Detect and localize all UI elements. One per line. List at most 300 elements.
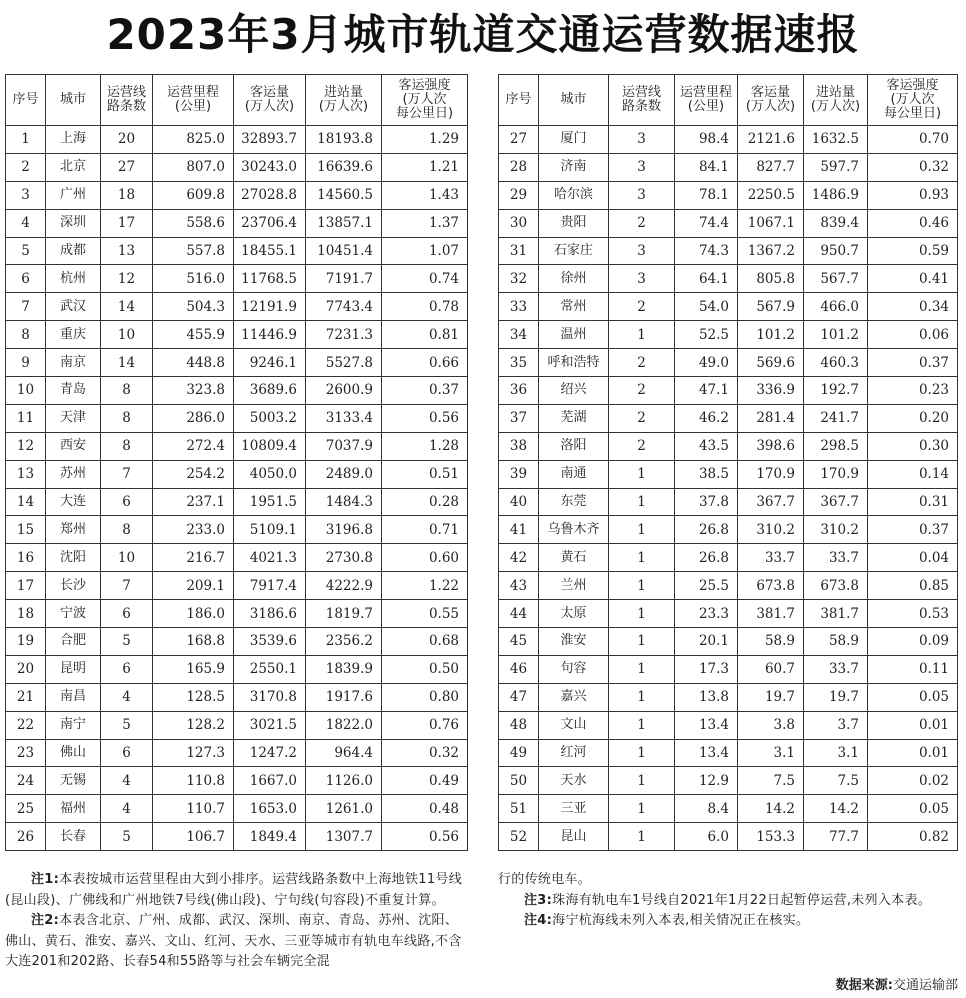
cell-entries: 3196.8 [306, 516, 382, 544]
cell-city: 淮安 [539, 628, 609, 656]
cell-city: 济南 [539, 153, 609, 181]
cell-intensity: 0.32 [382, 739, 468, 767]
cell-line-count: 2 [609, 377, 675, 405]
cell-city: 天水 [539, 767, 609, 795]
cell-line-count: 8 [101, 516, 153, 544]
cell-city: 南京 [46, 349, 101, 377]
cell-index: 6 [6, 265, 46, 293]
cell-index: 20 [6, 655, 46, 683]
cell-index: 36 [499, 377, 539, 405]
table-row [6, 460, 468, 488]
cell-index: 13 [6, 460, 46, 488]
cell-mileage: 110.7 [153, 795, 234, 823]
cell-mileage: 165.9 [153, 655, 234, 683]
table-row [6, 823, 468, 851]
cell-index: 49 [499, 739, 539, 767]
notes-right [498, 870, 960, 932]
cell-intensity: 0.05 [868, 683, 958, 711]
cell-ridership: 310.2 [738, 516, 804, 544]
cell-intensity: 0.51 [382, 460, 468, 488]
cell-ridership: 1247.2 [234, 739, 306, 767]
cell-city: 成都 [46, 237, 101, 265]
cell-entries: 673.8 [804, 572, 868, 600]
cell-ridership: 10809.4 [234, 432, 306, 460]
table-row [6, 655, 468, 683]
cell-entries: 16639.6 [306, 153, 382, 181]
cell-line-count: 1 [609, 655, 675, 683]
cell-entries: 101.2 [804, 321, 868, 349]
cell-index: 28 [499, 153, 539, 181]
cell-city: 哈尔滨 [539, 181, 609, 209]
table-row [499, 655, 958, 683]
table-row [6, 265, 468, 293]
header-line-count: 运营线 路条数 [609, 75, 675, 126]
cell-city: 芜湖 [539, 404, 609, 432]
cell-city: 宁波 [46, 600, 101, 628]
cell-index: 2 [6, 153, 46, 181]
cell-index: 27 [499, 126, 539, 154]
cell-ridership: 23706.4 [234, 209, 306, 237]
cell-entries: 1126.0 [306, 767, 382, 795]
cell-intensity: 0.37 [868, 349, 958, 377]
cell-index: 33 [499, 293, 539, 321]
cell-ridership: 1667.0 [234, 767, 306, 795]
table-row [499, 739, 958, 767]
cell-mileage: 74.3 [675, 237, 738, 265]
cell-mileage: 38.5 [675, 460, 738, 488]
cell-line-count: 5 [101, 711, 153, 739]
header-ridership: 客运量 (万人次) [738, 75, 804, 126]
cell-intensity: 0.28 [382, 488, 468, 516]
cell-index: 51 [499, 795, 539, 823]
cell-ridership: 60.7 [738, 655, 804, 683]
header-mileage: 运营里程 (公里) [675, 75, 738, 126]
cell-intensity: 1.29 [382, 126, 468, 154]
cell-intensity: 0.78 [382, 293, 468, 321]
cell-city: 兰州 [539, 572, 609, 600]
cell-city: 石家庄 [539, 237, 609, 265]
note-1-label: 注1: [31, 872, 60, 887]
cell-intensity: 1.21 [382, 153, 468, 181]
cell-ridership: 27028.8 [234, 181, 306, 209]
note-3-label: 注3: [524, 892, 553, 908]
header-intensity: 客运强度 (万人次 每公里日) [868, 75, 958, 126]
cell-mileage: 64.1 [675, 265, 738, 293]
cell-mileage: 504.3 [153, 293, 234, 321]
cell-intensity: 0.81 [382, 321, 468, 349]
cell-ridership: 7.5 [738, 767, 804, 795]
cell-line-count: 1 [609, 488, 675, 516]
cell-entries: 597.7 [804, 153, 868, 181]
cell-mileage: 12.9 [675, 767, 738, 795]
cell-index: 8 [6, 321, 46, 349]
cell-mileage: 127.3 [153, 739, 234, 767]
cell-intensity: 0.20 [868, 404, 958, 432]
cell-line-count: 4 [101, 795, 153, 823]
cell-index: 47 [499, 683, 539, 711]
cell-entries: 7231.3 [306, 321, 382, 349]
cell-entries: 2489.0 [306, 460, 382, 488]
cell-intensity: 0.66 [382, 349, 468, 377]
note-1 [5, 870, 467, 911]
cell-intensity: 0.11 [868, 655, 958, 683]
cell-line-count: 20 [101, 126, 153, 154]
cell-intensity: 0.41 [868, 265, 958, 293]
cell-ridership: 673.8 [738, 572, 804, 600]
cell-entries: 1261.0 [306, 795, 382, 823]
cell-line-count: 17 [101, 209, 153, 237]
table-body-left [6, 126, 468, 851]
cell-ridership: 567.9 [738, 293, 804, 321]
cell-index: 46 [499, 655, 539, 683]
cell-line-count: 1 [609, 600, 675, 628]
cell-city: 重庆 [46, 321, 101, 349]
table-row [6, 628, 468, 656]
table-row [499, 460, 958, 488]
cell-index: 50 [499, 767, 539, 795]
cell-ridership: 3.1 [738, 739, 804, 767]
cell-line-count: 1 [609, 321, 675, 349]
cell-index: 18 [6, 600, 46, 628]
cell-ridership: 5003.2 [234, 404, 306, 432]
cell-ridership: 381.7 [738, 600, 804, 628]
cell-index: 35 [499, 349, 539, 377]
cell-index: 19 [6, 628, 46, 656]
cell-intensity: 0.82 [868, 823, 958, 851]
cell-line-count: 2 [609, 404, 675, 432]
table-row [499, 572, 958, 600]
cell-ridership: 18455.1 [234, 237, 306, 265]
header-index: 序号 [6, 75, 46, 126]
table-row [499, 823, 958, 851]
cell-entries: 1484.3 [306, 488, 382, 516]
cell-line-count: 1 [609, 572, 675, 600]
cell-line-count: 1 [609, 628, 675, 656]
cell-mileage: 13.4 [675, 711, 738, 739]
cell-ridership: 32893.7 [234, 126, 306, 154]
cell-line-count: 27 [101, 153, 153, 181]
cell-entries: 19.7 [804, 683, 868, 711]
cell-entries: 1839.9 [306, 655, 382, 683]
cell-mileage: 323.8 [153, 377, 234, 405]
cell-intensity: 0.68 [382, 628, 468, 656]
cell-mileage: 6.0 [675, 823, 738, 851]
cell-city: 常州 [539, 293, 609, 321]
cell-line-count: 10 [101, 544, 153, 572]
cell-mileage: 13.8 [675, 683, 738, 711]
table-row [499, 126, 958, 154]
cell-ridership: 3021.5 [234, 711, 306, 739]
cell-mileage: 17.3 [675, 655, 738, 683]
cell-entries: 1486.9 [804, 181, 868, 209]
header-mileage: 运营里程 (公里) [153, 75, 234, 126]
cell-index: 26 [6, 823, 46, 851]
cell-city: 句容 [539, 655, 609, 683]
table-row [6, 432, 468, 460]
table-row [499, 767, 958, 795]
cell-line-count: 13 [101, 237, 153, 265]
cell-line-count: 2 [609, 293, 675, 321]
cell-mileage: 54.0 [675, 293, 738, 321]
cell-index: 23 [6, 739, 46, 767]
cell-city: 厦门 [539, 126, 609, 154]
cell-ridership: 805.8 [738, 265, 804, 293]
cell-index: 29 [499, 181, 539, 209]
cell-index: 14 [6, 488, 46, 516]
cell-entries: 3.1 [804, 739, 868, 767]
table-row [6, 153, 468, 181]
cell-mileage: 128.5 [153, 683, 234, 711]
cell-intensity: 0.01 [868, 711, 958, 739]
cell-ridership: 3539.6 [234, 628, 306, 656]
cell-intensity: 1.07 [382, 237, 468, 265]
page-title: 2023年3月城市轨道交通运营数据速报 [106, 10, 860, 59]
cell-ridership: 101.2 [738, 321, 804, 349]
table-row [499, 321, 958, 349]
cell-intensity: 0.05 [868, 795, 958, 823]
cell-intensity: 0.06 [868, 321, 958, 349]
table-row [6, 767, 468, 795]
header-index: 序号 [499, 75, 539, 126]
cell-mileage: 272.4 [153, 432, 234, 460]
cell-entries: 2600.9 [306, 377, 382, 405]
cell-city: 武汉 [46, 293, 101, 321]
cell-index: 12 [6, 432, 46, 460]
cell-entries: 7743.4 [306, 293, 382, 321]
cell-entries: 964.4 [306, 739, 382, 767]
cell-intensity: 0.59 [868, 237, 958, 265]
cell-index: 42 [499, 544, 539, 572]
cell-mileage: 49.0 [675, 349, 738, 377]
cell-ridership: 3186.6 [234, 600, 306, 628]
cell-line-count: 1 [609, 823, 675, 851]
cell-city: 长春 [46, 823, 101, 851]
cell-ridership: 3689.6 [234, 377, 306, 405]
header-city: 城市 [46, 75, 101, 126]
cell-ridership: 5109.1 [234, 516, 306, 544]
cell-line-count: 5 [101, 628, 153, 656]
cell-ridership: 827.7 [738, 153, 804, 181]
cell-entries: 77.7 [804, 823, 868, 851]
cell-entries: 14560.5 [306, 181, 382, 209]
cell-line-count: 1 [609, 683, 675, 711]
cell-line-count: 18 [101, 181, 153, 209]
table-body-right [499, 126, 958, 851]
cell-index: 9 [6, 349, 46, 377]
cell-entries: 460.3 [804, 349, 868, 377]
cell-mileage: 74.4 [675, 209, 738, 237]
cell-index: 31 [499, 237, 539, 265]
cell-index: 4 [6, 209, 46, 237]
cell-intensity: 0.80 [382, 683, 468, 711]
cell-intensity: 0.37 [382, 377, 468, 405]
cell-city: 太原 [539, 600, 609, 628]
cell-mileage: 43.5 [675, 432, 738, 460]
cell-city: 贵阳 [539, 209, 609, 237]
cell-ridership: 1951.5 [234, 488, 306, 516]
cell-ridership: 281.4 [738, 404, 804, 432]
cell-entries: 3.7 [804, 711, 868, 739]
cell-ridership: 2121.6 [738, 126, 804, 154]
cell-mileage: 186.0 [153, 600, 234, 628]
cell-city: 福州 [46, 795, 101, 823]
table-row [499, 293, 958, 321]
cell-city: 广州 [46, 181, 101, 209]
data-source-value: 交通运输部 [892, 978, 958, 993]
cell-line-count: 14 [101, 349, 153, 377]
cell-line-count: 1 [609, 516, 675, 544]
cell-intensity: 0.04 [868, 544, 958, 572]
cell-index: 21 [6, 683, 46, 711]
cell-city: 三亚 [539, 795, 609, 823]
table-row [499, 237, 958, 265]
cell-city: 黄石 [539, 544, 609, 572]
cell-index: 44 [499, 600, 539, 628]
cell-index: 5 [6, 237, 46, 265]
cell-intensity: 0.30 [868, 432, 958, 460]
cell-intensity: 1.22 [382, 572, 468, 600]
cell-ridership: 12191.9 [234, 293, 306, 321]
cell-line-count: 8 [101, 377, 153, 405]
cell-line-count: 4 [101, 767, 153, 795]
cell-line-count: 3 [609, 126, 675, 154]
cell-city: 杭州 [46, 265, 101, 293]
cell-line-count: 6 [101, 600, 153, 628]
cell-entries: 18193.8 [306, 126, 382, 154]
note-3 [498, 891, 960, 912]
cell-ridership: 367.7 [738, 488, 804, 516]
notes-left [5, 870, 467, 973]
note-1-text: 本表按城市运营里程由大到小排序。运营线路条数中上海地铁11号线(昆山段)、广佛线和广州地铁7号线(佛山段)、宁句线(句容段)不重复计算。 [5, 872, 462, 908]
cell-mileage: 78.1 [675, 181, 738, 209]
cell-mileage: 98.4 [675, 126, 738, 154]
cell-mileage: 448.8 [153, 349, 234, 377]
cell-index: 25 [6, 795, 46, 823]
data-source-label: 数据来源: [835, 978, 893, 993]
cell-index: 39 [499, 460, 539, 488]
cell-index: 48 [499, 711, 539, 739]
table-row [499, 488, 958, 516]
cell-mileage: 807.0 [153, 153, 234, 181]
cell-mileage: 455.9 [153, 321, 234, 349]
cell-intensity: 0.56 [382, 823, 468, 851]
cell-index: 37 [499, 404, 539, 432]
cell-ridership: 398.6 [738, 432, 804, 460]
cell-mileage: 110.8 [153, 767, 234, 795]
cell-entries: 192.7 [804, 377, 868, 405]
cell-index: 7 [6, 293, 46, 321]
cell-entries: 1822.0 [306, 711, 382, 739]
table-row [499, 377, 958, 405]
cell-mileage: 26.8 [675, 516, 738, 544]
cell-entries: 3133.4 [306, 404, 382, 432]
table-row [6, 572, 468, 600]
cell-ridership: 569.6 [738, 349, 804, 377]
cell-intensity: 0.32 [868, 153, 958, 181]
cell-entries: 5527.8 [306, 349, 382, 377]
cell-ridership: 11768.5 [234, 265, 306, 293]
table-row [6, 237, 468, 265]
table-row [6, 739, 468, 767]
cell-city: 呼和浩特 [539, 349, 609, 377]
cell-entries: 241.7 [804, 404, 868, 432]
cell-line-count: 8 [101, 404, 153, 432]
cell-mileage: 168.8 [153, 628, 234, 656]
cell-ridership: 1367.2 [738, 237, 804, 265]
table-row [6, 711, 468, 739]
cell-line-count: 2 [609, 349, 675, 377]
cell-entries: 14.2 [804, 795, 868, 823]
cell-city: 红河 [539, 739, 609, 767]
cell-intensity: 0.31 [868, 488, 958, 516]
table-header-row [6, 75, 468, 126]
cell-city: 南宁 [46, 711, 101, 739]
cell-intensity: 0.85 [868, 572, 958, 600]
cell-line-count: 6 [101, 488, 153, 516]
cell-mileage: 233.0 [153, 516, 234, 544]
cell-index: 10 [6, 377, 46, 405]
cell-entries: 950.7 [804, 237, 868, 265]
cell-city: 苏州 [46, 460, 101, 488]
cell-entries: 58.9 [804, 628, 868, 656]
cell-line-count: 4 [101, 683, 153, 711]
cell-entries: 7.5 [804, 767, 868, 795]
cell-mileage: 516.0 [153, 265, 234, 293]
cell-intensity: 1.28 [382, 432, 468, 460]
cell-ridership: 7917.4 [234, 572, 306, 600]
cell-entries: 7037.9 [306, 432, 382, 460]
cell-index: 1 [6, 126, 46, 154]
table-row [6, 600, 468, 628]
cell-ridership: 3170.8 [234, 683, 306, 711]
cell-ridership: 58.9 [738, 628, 804, 656]
cell-line-count: 1 [609, 460, 675, 488]
cell-city: 昆山 [539, 823, 609, 851]
cell-ridership: 2550.1 [234, 655, 306, 683]
cell-city: 北京 [46, 153, 101, 181]
cell-mileage: 13.4 [675, 739, 738, 767]
cell-line-count: 12 [101, 265, 153, 293]
note-2-continuation: 行的传统电车。 [498, 872, 592, 887]
cell-mileage: 106.7 [153, 823, 234, 851]
cell-ridership: 170.9 [738, 460, 804, 488]
cell-city: 长沙 [46, 572, 101, 600]
cell-index: 45 [499, 628, 539, 656]
cell-entries: 567.7 [804, 265, 868, 293]
cell-city: 东莞 [539, 488, 609, 516]
cell-intensity: 1.43 [382, 181, 468, 209]
cell-entries: 310.2 [804, 516, 868, 544]
cell-city: 西安 [46, 432, 101, 460]
cell-entries: 1819.7 [306, 600, 382, 628]
cell-ridership: 1067.1 [738, 209, 804, 237]
cell-intensity: 0.71 [382, 516, 468, 544]
note-4 [498, 911, 960, 932]
note-2-label: 注2: [31, 913, 60, 928]
cell-entries: 33.7 [804, 544, 868, 572]
cell-entries: 298.5 [804, 432, 868, 460]
cell-mileage: 25.5 [675, 572, 738, 600]
cell-index: 15 [6, 516, 46, 544]
cell-line-count: 1 [609, 767, 675, 795]
note-2-text: 本表含北京、广州、成都、武汉、深圳、南京、青岛、苏州、沈阳、佛山、黄石、淮安、嘉兴、文山、红河、天水、三亚等城市有轨电车线路,不含大连201和202路、长春54和55路等与社会车辆完全混 [5, 913, 462, 969]
cell-city: 嘉兴 [539, 683, 609, 711]
cell-mileage: 46.2 [675, 404, 738, 432]
data-table-left [5, 74, 468, 851]
table-row [499, 349, 958, 377]
cell-ridership: 19.7 [738, 683, 804, 711]
cell-entries: 33.7 [804, 655, 868, 683]
